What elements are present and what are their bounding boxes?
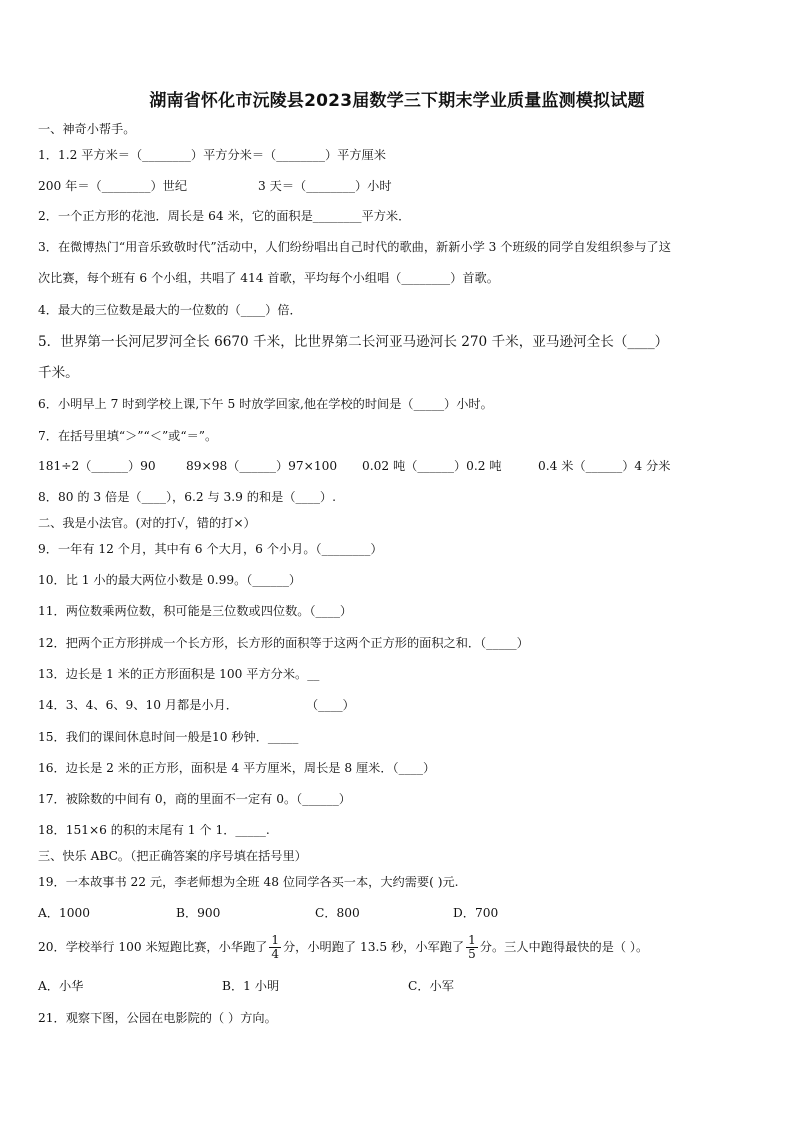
question-19-option-b: B．900 [176,906,221,920]
section-2-heading: 二、我是小法官。(对的打√，错的打×） [38,516,256,530]
question-5-line-a: 5．世界第一长河尼罗河全长 6670 千米，比世界第二长河亚马逊河长 270 千米，亚马逊河全长（____） [38,334,669,350]
fraction-1-denominator: 4 [271,947,279,961]
question-19-option-c: C．800 [315,906,360,920]
question-10: 10．比 1 小的最大两位小数是 0.99。（______） [38,573,302,587]
question-19: 19．一本故事书 22 元，李老师想为全班 48 位同学各买一本，大约需要( )元. [38,875,459,889]
page-title: 湖南省怀化市沅陵县2023届数学三下期末学业质量监测模拟试题 [149,91,645,111]
question-3-line-a: 3．在微博热门“用音乐致敬时代”活动中，人们纷纷唱出自己时代的歌曲，新新小学 3 个班级的同学自发组织参与了这 [38,240,671,254]
question-8: 8．80 的 3 倍是（____），6.2 与 3.9 的和是（____）. [38,490,336,504]
question-3-line-b: 次比赛，每个班有 6 个小组，共唱了 414 首歌，平均每个小组唱（________）首歌。 [38,271,499,285]
question-14-answer-blank: （____） [306,698,355,712]
question-7-item-2: 89×98（______）97×100 [186,459,338,473]
question-4: 4．最大的三位数是最大的一位数的（____）倍． [38,303,302,317]
question-15: 15．我们的课间休息时间一般是10 秒钟．_____ [38,730,299,744]
question-20-option-a: A．小华 [38,979,84,993]
fraction-2-denominator: 5 [468,947,476,961]
question-1-part-b1: 200 年＝（________）世纪 [38,179,188,193]
question-9: 9．一年有 12 个月，其中有 6 个大月，6 个小月。（________） [38,542,383,556]
question-17: 17．被除数的中间有 0，商的里面不一定有 0。（______） [38,792,351,806]
question-16: 16．边长是 2 米的正方形，面积是 4 平方厘米，周长是 8 厘米．（____） [38,761,436,775]
question-7: 7．在括号里填“＞”“＜”或“＝”。 [38,429,218,443]
question-20-option-b: B．1 小明 [222,979,280,993]
fraction-one-quarter [269,934,281,961]
question-14: 14．3、4、6、9、10 月都是小月． [38,698,238,712]
question-11: 11．两位数乘两位数，积可能是三位数或四位数。（____） [38,604,353,618]
question-20-text-pre: 20．学校举行 100 米短跑比赛，小华跑了 [38,940,268,954]
question-12: 12．把两个正方形拼成一个长方形，长方形的面积等于这两个正方形的面积之和．（_____） [38,636,529,650]
question-20 [38,932,648,962]
question-6: 6．小明早上 7 时到学校上课,下午 5 时放学回家,他在学校的时间是（_____）小时。 [38,397,493,411]
fraction-1-numerator: 1 [271,933,279,947]
question-19-option-d: D．700 [453,906,499,920]
fraction-2-numerator: 1 [468,933,476,947]
question-7-item-3: 0.02 吨（______）0.2 吨 [362,459,502,473]
question-2: 2．一个正方形的花池．周长是 64 米，它的面积是________平方米． [38,209,411,223]
fraction-one-fifth [466,934,478,961]
question-19-option-a: A．1000 [38,906,91,920]
section-3-heading: 三、快乐 ABC。（把正确答案的序号填在括号里） [38,849,307,863]
question-7-item-1: 181÷2（______）90 [38,459,156,473]
question-13: 13．边长是 1 米的正方形面积是 100 平方分米。__ [38,667,320,681]
section-1-heading: 一、神奇小帮手。 [38,122,136,136]
question-5-line-b: 千米。 [38,365,79,381]
question-7-item-4: 0.4 米（______）4 分米 [538,459,671,473]
question-20-text-post: 分。三人中跑得最快的是（ ）。 [479,940,649,954]
question-20-text-mid: 分，小明跑了 13.5 秒，小军跑了 [282,940,465,954]
question-1-line-a: 1．1.2 平方米＝（________）平方分米＝（________）平方厘米 [38,148,386,162]
question-18: 18．151×6 的积的末尾有 1 个 1．_____. [38,823,270,837]
question-20-option-c: C．小军 [408,979,454,993]
question-1-part-b2: 3 天＝（________）小时 [258,179,392,193]
question-21: 21．观察下图，公园在电影院的（ ）方向。 [38,1011,277,1025]
